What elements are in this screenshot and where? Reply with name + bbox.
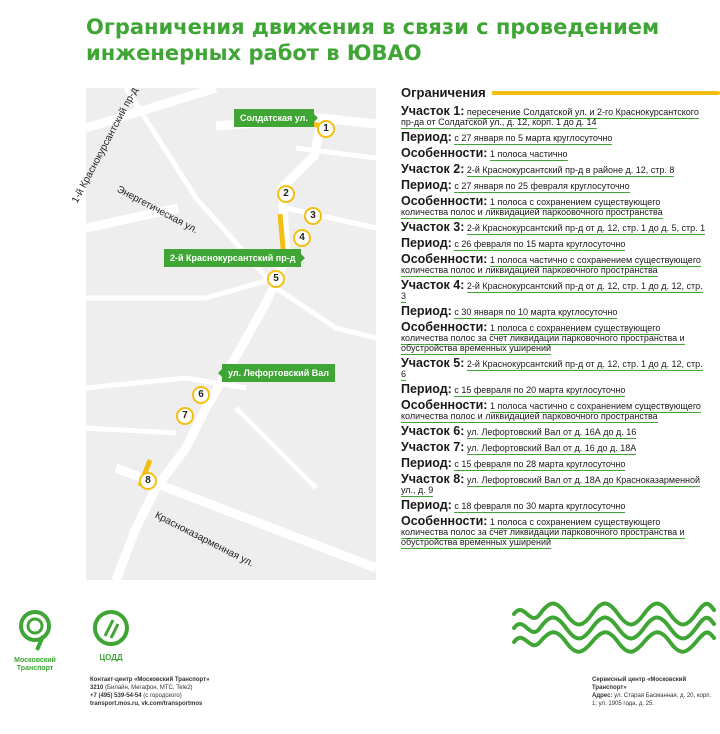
- restriction-text: с 30 января по 10 марта круглосуточно: [454, 307, 618, 317]
- restriction-row: [401, 222, 706, 233]
- codd-logo: [86, 608, 136, 662]
- street-label: Энергетическая ул.: [114, 184, 200, 237]
- restriction-key: Участок 1:: [401, 104, 465, 118]
- restriction-text: ул. Лефортовский Вал от д. 18А до Краснoказарменной ул., д. 9: [401, 475, 701, 495]
- map-marker: 1: [317, 120, 335, 138]
- restriction-text: с 15 февраля по 20 марта круглосуточно: [454, 385, 626, 395]
- contacts: Контакт-центр «Московский Транспорт» 3210 (Билайн, Мегафон, МТС, Tele2) +7 (495) 539-54-54 (с городского) transport.mos.ru, vk.com/transportmos: [90, 677, 210, 707]
- restriction-key: Участок 2:: [401, 162, 465, 176]
- restriction-key: Участок 7:: [401, 440, 465, 454]
- restriction-row: [401, 254, 706, 275]
- map-marker: 7: [176, 407, 194, 425]
- restriction-row: [401, 164, 706, 175]
- restriction-key: Особенности:: [401, 146, 488, 160]
- restriction-text: с 27 января по 5 марта круглосуточно: [454, 133, 613, 143]
- map-marker: 4: [293, 229, 311, 247]
- map-marker: 3: [304, 207, 322, 225]
- restriction-row: [401, 148, 706, 159]
- map-marker: 5: [267, 270, 285, 288]
- map-roads: [86, 88, 376, 580]
- restriction-key: Участок 4:: [401, 278, 465, 292]
- restriction-text: с 26 февраля по 15 марта круглосуточно: [454, 239, 626, 249]
- restriction-row: [401, 516, 706, 547]
- restriction-key: Период:: [401, 304, 452, 318]
- restriction-row: [401, 106, 706, 127]
- moscow-transport-logo: [10, 608, 60, 673]
- restriction-key: Особенности:: [401, 252, 488, 266]
- restriction-text: 2-й Краснокурсантский пр-д от д. 12, стр. 1 до д. 12, стр. 6: [401, 359, 703, 379]
- restriction-text: с 15 февраля по 28 марта круглосуточно: [454, 459, 626, 469]
- restriction-text: с 18 февраля по 30 марта круглосуточно: [454, 501, 626, 511]
- restriction-key: Период:: [401, 456, 452, 470]
- restriction-key: Участок 3:: [401, 220, 465, 234]
- restriction-text: 1 полоса с сохранением существующего количества полос за счет ликвидации парковочного пространства и обустройства временных уширений: [401, 323, 685, 353]
- restriction-row: [401, 196, 706, 217]
- codd-caption: ЦОДД: [99, 653, 123, 662]
- map-marker: 8: [139, 472, 157, 490]
- restriction-row: [401, 132, 706, 143]
- restriction-row: [401, 400, 706, 421]
- restriction-key: Участок 5:: [401, 356, 465, 370]
- moscow-transport-caption: Московский Транспорт: [14, 657, 56, 672]
- restriction-text: 2-й Краснокурсантский пр-д от д. 12, стр. 1 до д. 12, стр. 3: [401, 281, 703, 301]
- restriction-row: [401, 358, 706, 379]
- contact-web-link[interactable]: transport.mos.ru, vk.com/transportmos: [90, 701, 203, 707]
- restriction-key: Особенности:: [401, 398, 488, 412]
- service-center: Сервисный центр «Московский Транспорт» Адрес: ул. Старая Басманная, д. 20, корп. 1; ул. 1905 года, д. 25.: [592, 677, 712, 707]
- restriction-text: пересечение Солдатской ул. и 2-го Краснокурсантского пр-да от Солдатской ул., д. 12, корп. 1 до д. 14: [401, 107, 699, 127]
- restriction-key: Особенности:: [401, 514, 488, 528]
- restriction-text: 1 полоса частично с сохранением существующего количества полос и ликвидацией парковочного пространства: [401, 255, 701, 275]
- restriction-key: Период:: [401, 382, 452, 396]
- restriction-row: [401, 322, 706, 353]
- restriction-text: ул. Лефортовский Вал от д. 16А до д. 16: [466, 427, 637, 437]
- codd-icon: [91, 608, 131, 648]
- restriction-row: [401, 500, 706, 511]
- restriction-row: [401, 474, 706, 495]
- restrictions-heading: Ограничения: [401, 84, 706, 102]
- restriction-key: Период:: [401, 178, 452, 192]
- restriction-key: Период:: [401, 130, 452, 144]
- restriction-text: с 27 января по 25 февраля круглосуточно: [454, 181, 630, 191]
- tag-2-krasnokursantsky: 2-й Краснокурсантский пр-д: [164, 249, 301, 267]
- restriction-row: [401, 180, 706, 191]
- heading-bar: [491, 91, 720, 95]
- tag-lefortovsky-val: ул. Лефортовский Вал: [222, 364, 335, 382]
- restriction-text: 1 полоса частично: [490, 149, 568, 159]
- moscow-transport-icon: [13, 608, 57, 652]
- restriction-row: [401, 442, 706, 453]
- map: [70, 85, 376, 580]
- map-marker: 2: [277, 185, 295, 203]
- restriction-row: [401, 458, 706, 469]
- street-label: Краснoказарменная ул.: [153, 510, 256, 570]
- restriction-text: 2-й Краснокурсантский пр-д в районе д. 12, стр. 8: [466, 165, 675, 175]
- restriction-key: Участок 8:: [401, 472, 465, 486]
- restriction-row: [401, 306, 706, 317]
- tag-soldatskaya: Солдатская ул.: [234, 109, 314, 127]
- restriction-key: Особенности:: [401, 320, 488, 334]
- restriction-key: Период:: [401, 236, 452, 250]
- restriction-row: [401, 384, 706, 395]
- restriction-key: Участок 6:: [401, 424, 465, 438]
- restriction-row: [401, 280, 706, 301]
- street-label: 1-й Краснокурсантский пр-д: [70, 85, 141, 206]
- restrictions-list: [401, 84, 706, 552]
- restriction-text: 1 полоса с сохранением существующего количества полос и ликвидацией паркоовочного пространства: [401, 197, 663, 217]
- wave-ornament: [512, 604, 716, 654]
- restriction-text: 1 полоса частично с сохранением существующего количества полос и ликвидацией парковочного пространства: [401, 401, 701, 421]
- restriction-text: ул. Лефортовский Вал от д. 16 до д. 18А: [466, 443, 637, 453]
- restriction-row: [401, 238, 706, 249]
- restriction-key: Период:: [401, 498, 452, 512]
- restriction-row: [401, 426, 706, 437]
- map-marker: 6: [192, 386, 210, 404]
- restriction-text: 1 полоса с сохранением существующего количества полос за счет ликвидации парковочного пространства и обустройства временных уширений: [401, 517, 685, 547]
- page-title: Ограничения движения в связи с проведением инженерных работ в ЮВАО: [86, 15, 660, 65]
- restriction-text: 2-й Краснокурсантский пр-д от д. 12, стр. 1 до д. 5, стр. 1: [466, 223, 706, 233]
- restriction-key: Особенности:: [401, 194, 488, 208]
